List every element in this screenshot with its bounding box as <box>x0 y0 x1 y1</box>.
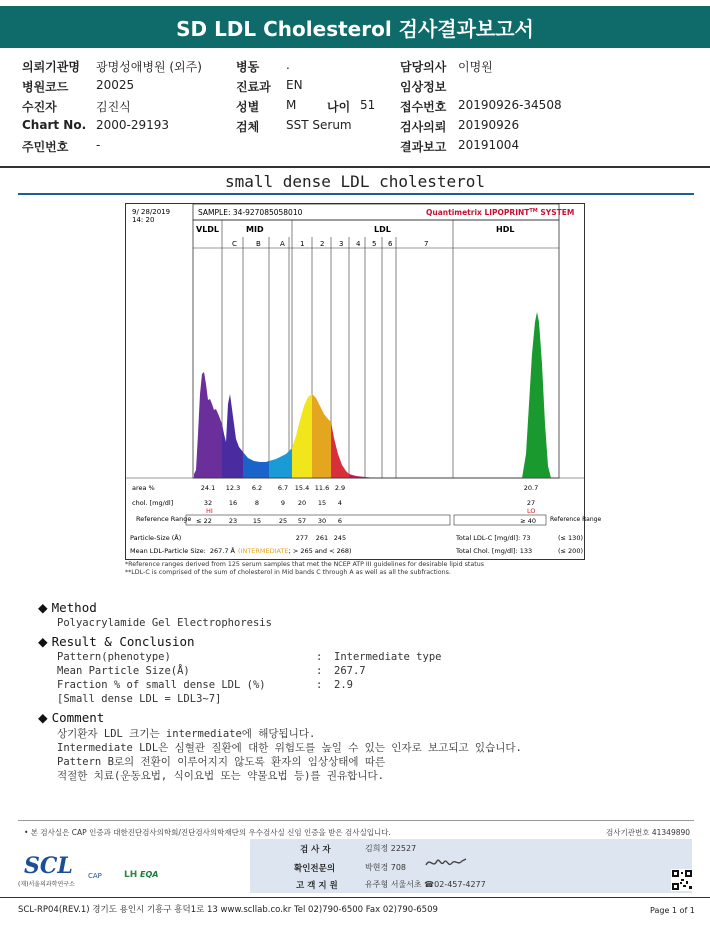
value-specimen: SST Serum <box>286 118 352 132</box>
band-label-b: B <box>256 240 261 248</box>
ref-value-1: 23 <box>228 517 238 525</box>
vldl-hi-flag: HI <box>206 507 213 515</box>
area-value-3: 6.7 <box>277 484 289 492</box>
group-vldl: VLDL <box>196 225 220 234</box>
diamond-bullet-icon: ◆ <box>38 600 52 615</box>
sign-value-support: 유주형 서울서초 ☎02-457-4277 <box>365 880 486 889</box>
total-chol: Total Chol. [mg/dl]: 133 <box>456 547 533 555</box>
result-heading: ◆ Result & Conclusion <box>38 634 195 649</box>
hdl-lo-flag: LO <box>527 507 536 515</box>
label-hospital: 의뢰기관명 <box>22 60 80 74</box>
band-label-4: 4 <box>356 240 361 248</box>
lipoprotein-trace <box>194 312 559 478</box>
area-value-2: 6.2 <box>251 484 263 492</box>
value-chart-no: 2000-29193 <box>96 118 170 132</box>
section-title: small dense LDL cholesterol <box>224 172 486 191</box>
total-ldl: Total LDL-C [mg/dl]: 73 <box>456 534 531 542</box>
ref-value-0: ≤ 22 <box>196 517 212 525</box>
result-value-2: 2.9 <box>334 679 353 691</box>
section-divider <box>18 193 694 195</box>
area-value-1: 12.3 <box>225 484 241 492</box>
particle-label: Particle-Size (Å) <box>130 534 182 542</box>
label-doctor: 담당의사 <box>400 60 447 74</box>
value-id-no: - <box>96 138 101 152</box>
chol-value-4: 20 <box>297 499 307 507</box>
plot-frame <box>193 220 559 478</box>
footer-notice: • 본 검사실은 CAP 인증과 대한진단검사의학회/진단검사의학재단의 우수검사실 신임 인증을 받은 검사실입니다. <box>24 828 391 837</box>
chart-footnote-2: **LDL-C is comprised of the sum of cholesterol in Mid bands C through A as well as all the subfractions. <box>125 569 451 576</box>
footer-divider <box>18 820 694 821</box>
handwritten-signature <box>424 853 468 873</box>
eqa-cert-logo: EQA <box>140 870 159 879</box>
header-divider <box>0 166 710 168</box>
lh-cert-logo: LH <box>124 870 138 880</box>
band-label-3: 3 <box>339 240 344 248</box>
label-hospital-code: 병원코드 <box>22 80 69 94</box>
value-patient: 김진식 <box>96 100 131 114</box>
label-ward: 병동 <box>236 60 260 74</box>
label-report-date: 결과보고 <box>400 140 447 154</box>
chol-label: chol. [mg/dl] <box>132 499 174 507</box>
value-request-date: 20190926 <box>458 118 520 132</box>
band-label-a: A <box>280 240 285 248</box>
chol-value-hdl: 27 <box>526 499 536 507</box>
ref-value-3: 25 <box>278 517 288 525</box>
label-chart-no: Chart No. <box>22 118 87 132</box>
area-value-6: 2.9 <box>334 484 346 492</box>
result-colon-1: : <box>316 665 323 677</box>
report-title: SD LDL Cholesterol 검사결과보고서 <box>0 6 710 48</box>
electrophoresis-panel <box>125 203 602 560</box>
area-label: area % <box>132 484 155 492</box>
footer-address: SCL-RP04(REV.1) 경기도 용인시 기흥구 흥덕1로 13 www.scllab.co.kr Tel 02)790-6500 Fax 02)790-6509 <box>18 905 438 915</box>
method-text: Polyacrylamide Gel Electrophoresis <box>57 617 272 629</box>
value-sex: M <box>286 98 297 112</box>
mean-size-line: Mean LDL-Particle Size: 267.7 Å (INTERMEDIATE; > 265 and < 268) <box>130 547 352 555</box>
ref-label: Reference Range <box>136 515 192 523</box>
area-value-0: 24.1 <box>200 484 216 492</box>
sign-label-specialist: 확인전문의 <box>294 864 336 874</box>
particle-value-1: 261 <box>315 534 329 542</box>
result-key-2: Fraction % of small dense LDL (%) <box>57 679 266 691</box>
comment-line-0: 상기환자 LDL 크기는 intermediate에 해당됩니다. <box>57 728 316 740</box>
group-mid: MID <box>246 225 264 234</box>
band-label-1: 1 <box>300 240 305 248</box>
particle-row <box>296 534 346 542</box>
band-label-5: 5 <box>372 240 377 248</box>
group-hdl: HDL <box>496 225 515 234</box>
chol-row <box>204 499 535 507</box>
label-dept: 진료과 <box>236 80 271 94</box>
comment-line-3: 적절한 치료(운동요법, 식이요법 또는 약물요법 등)를 권유합니다. <box>57 770 384 782</box>
sign-value-specialist: 박현경 708 <box>365 863 406 872</box>
ref-value-6: 6 <box>337 517 343 525</box>
band-label-7: 7 <box>424 240 429 248</box>
value-receipt-no: 20190926-34508 <box>458 98 562 112</box>
area-value-hdl: 20.7 <box>523 484 539 492</box>
cap-cert-logo: CAP <box>88 872 102 880</box>
group-ldl: LDL <box>374 225 391 234</box>
institution-number: 검사기관번호 41349890 <box>606 828 691 837</box>
brand-label: Quantimetrix LIPOPRINT™ SYSTEM <box>426 208 575 217</box>
value-hospital: 광명성애병원 (외주) <box>96 60 202 74</box>
qr-code-icon <box>671 869 693 891</box>
label-request-date: 검사의뢰 <box>400 120 447 134</box>
result-key-1: Mean Particle Size(Å) <box>57 665 190 677</box>
comment-line-1: Intermediate LDL은 심혈관 질환에 대한 위험도를 높일 수 있는 인자로 보고되고 있습니다. <box>57 742 522 754</box>
sign-label-tester: 검 사 자 <box>300 845 331 855</box>
value-dept: EN <box>286 78 303 92</box>
sign-value-tester: 김희정 22527 <box>365 844 417 853</box>
chol-value-3: 9 <box>280 499 286 507</box>
chol-value-6: 4 <box>337 499 343 507</box>
particle-value-2: 245 <box>333 534 347 542</box>
total-chol-ref: (≤ 200) <box>558 547 583 555</box>
sample-id: SAMPLE: 34-927085058010 <box>198 208 303 217</box>
label-id-no: 주민번호 <box>22 140 69 154</box>
chol-value-1: 16 <box>228 499 238 507</box>
chol-value-2: 8 <box>254 499 260 507</box>
chart-time: 14: 20 <box>132 216 155 224</box>
total-ldl-ref: (≤ 130) <box>558 534 583 542</box>
value-ward: . <box>286 58 290 72</box>
label-sex: 성별 <box>236 100 260 114</box>
particle-value-0: 277 <box>295 534 309 542</box>
chart-date: 9/ 28/2019 <box>132 208 171 216</box>
label-patient: 수진자 <box>22 100 57 114</box>
scl-logo: SCL <box>24 853 73 879</box>
result-key-0: Pattern(phenotype) <box>57 651 171 663</box>
electrophoresis-svg <box>126 204 602 559</box>
diamond-bullet-icon: ◆ <box>38 634 52 649</box>
band-label-2: 2 <box>320 240 325 248</box>
sign-label-support: 고 객 지 원 <box>296 881 338 891</box>
comment-heading: ◆ Comment <box>38 710 105 725</box>
label-age: 나이 <box>327 100 351 114</box>
chart-footnote-1: *Reference ranges derived from 125 serum samples that met the NCEP ATP III guidelines for desirable lipid status <box>125 561 484 568</box>
result-colon-2: : <box>316 679 323 691</box>
diamond-bullet-icon: ◆ <box>38 710 52 725</box>
label-clinical-info: 임상정보 <box>400 80 447 94</box>
label-receipt-no: 접수번호 <box>400 100 447 114</box>
label-specimen: 검체 <box>236 120 260 134</box>
ref-value-5: 30 <box>317 517 327 525</box>
value-age: 51 <box>360 98 376 112</box>
band-label-c: C <box>232 240 237 248</box>
method-heading: ◆ Method <box>38 600 97 615</box>
ref-row <box>196 517 342 525</box>
result-note: [Small dense LDL = LDL3~7] <box>57 693 222 705</box>
ref-value-2: 15 <box>252 517 262 525</box>
result-value-1: 267.7 <box>334 665 366 677</box>
area-value-4: 15.4 <box>294 484 310 492</box>
hdl-ref-label: Reference Range <box>550 516 602 523</box>
comment-line-2: Pattern B로의 전환이 이루어지지 않도록 환자의 임상상태에 따른 <box>57 756 386 768</box>
band-dividers <box>222 220 453 478</box>
area-value-5: 11.6 <box>314 484 330 492</box>
ref-value-4: 57 <box>297 517 307 525</box>
hdl-ref-value: ≥ 40 <box>520 517 536 525</box>
chol-value-5: 15 <box>317 499 327 507</box>
band-label-6: 6 <box>388 240 393 248</box>
bottom-divider <box>0 897 710 898</box>
value-hospital-code: 20025 <box>96 78 135 92</box>
value-report-date: 20191004 <box>458 138 520 152</box>
area-row <box>201 484 538 492</box>
value-doctor: 이명원 <box>458 60 493 74</box>
chol-value-0: 32 <box>203 499 213 507</box>
page-number: Page 1 of 1 <box>650 906 695 915</box>
result-colon-0: : <box>316 651 323 663</box>
result-value-0: Intermediate type <box>334 651 442 663</box>
scl-logo-subtitle: (재)서울의과학연구소 <box>18 881 75 888</box>
